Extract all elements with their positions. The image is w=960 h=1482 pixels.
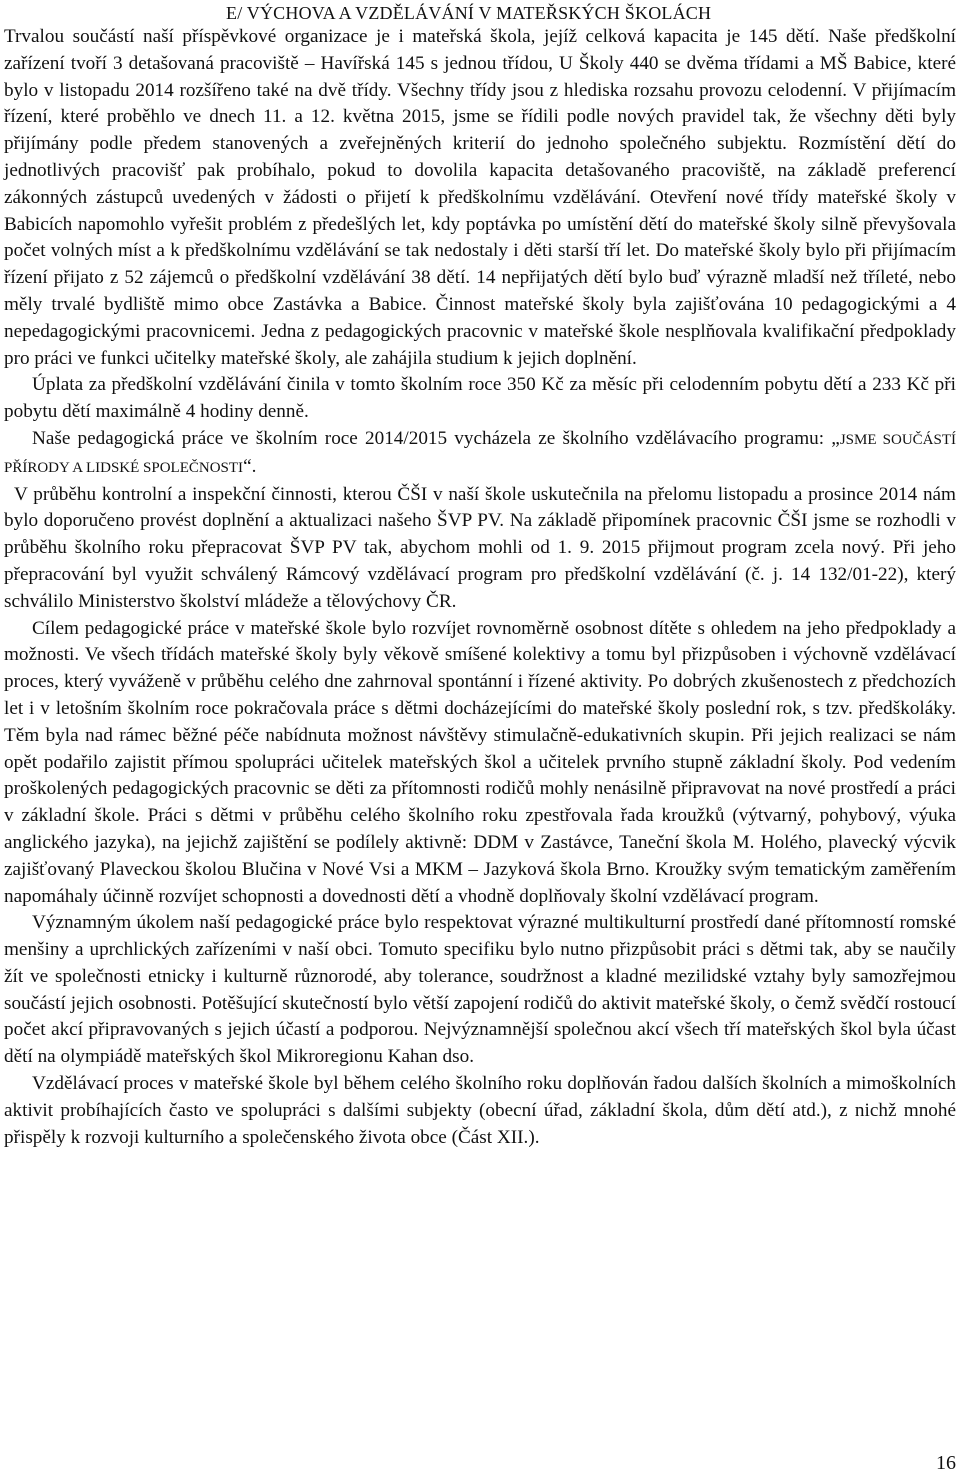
- paragraph-educational-program: [4, 426, 956, 482]
- program-name: JSME SOUČÁSTÍ PŘÍRODY A LIDSKÉ SPOLEČNOSTI: [4, 431, 956, 476]
- paragraph-pedagogical-goals: Cílem pedagogické práce v mateřské škole bylo rozvíjet rovnoměrně osobnost dítěte s ohledem na jeho předpoklady a možnosti. Ve všech třídách mateřské školy byly věkově smíšené kolektivy a tomu byl přizpůsoben i výchovně vzdělávací proces, který vyváženě v průběhu celého dne zahrnoval spontánní i řízené aktivity. Po dobrých zkušenostech z předchozích let i v letošním školním roce pokračovala práce s dětmi docházejícími do mateřské školy poslední rok, s tzv. předškoláky. Těm byla nad rámec běžné péče nabídnuta možnost návštěvy stimulačně-edukativních skupin. Při jejich realizaci se nám opět podařilo zajistit přímou spolupráci učitelek mateřských škol a učitelek prvního stupně základní školy. Pod vedením proškolených pedagogických pracovnic se děti za přítomnosti rodičů mohly nenásilně připravovat na nové prostředí a práci v základní škole. Práci s dětmi v průběhu celého školního roku zpestřovala řada kroužků (výtvarný, pohybový, výuka anglického jazyka), na jejichž zajištění se podílely aktivně: DDM v Zastávce, Taneční škola M. Holého, plavecký výcvik zajišťovaný Plaveckou školou Blučina v Nové Vsi a MKM – Jazyková škola Brno. Kroužky svým tematickým zaměřením napomáhaly účinně rozvíjet schopnosti a dovednosti dětí a vhodně doplňovaly školní vzdělávací program.: [4, 617, 956, 907]
- paragraph-activities: Vzdělávací proces v mateřské škole byl během celého školního roku doplňován řadou dalších školních a mimoškolních aktivit probíhajících často ve spolupráci s dalšími subjekty (obecní úřad, základní škola, dům dětí atd.), z nichž mnohé přispěly k rozvoji kulturního a společenského života obce (Část XII.).: [4, 1073, 956, 1148]
- program-closing-quote: “.: [243, 455, 257, 477]
- section-heading: E/ VÝCHOVA A VZDĚLÁVÁNÍ V MATEŘSKÝCH ŠKOLÁCH: [226, 3, 712, 23]
- paragraph-inspection: V průběhu kontrolní a inspekční činnosti, kterou ČŠI v naší škole uskutečnila na přelomu listopadu a prosince 2014 nám bylo doporučeno provést doplnění a aktualizaci našeho ŠVP PV. Na základě připomínek pracovnic ČŠI jsme se rozhodli v průběhu školního roku přepracovat ŠVP PV tak, abychom mohli od 1. 9. 2015 přijmout program zcela nový. Při jeho přepracování byl využit schválený Rámcový vzdělávací program pro předškolní vzdělávání (č. j. 14 132/01-22), který schválilo Ministerstvo školství mládeže a tělovýchovy ČR.: [4, 483, 956, 612]
- paragraph-fees: Úplata za předškolní vzdělávání činila v tomto školním roce 350 Kč za měsíc při celodenním pobytu dětí a 233 Kč při pobytu dětí maximálně 4 hodiny denně.: [4, 374, 956, 423]
- page-number: 16: [936, 1452, 956, 1474]
- program-intro-text: Naše pedagogická práce ve školním roce 2014/2015 vycházela ze školního vzdělávacího programu: „: [32, 427, 840, 449]
- paragraph-multicultural: Významným úkolem naší pedagogické práce bylo respektovat výrazné multikulturní prostředí dané přítomností romské menšiny a uprchlických zařízeními v naší obci. Tomuto specifiku bylo nutno přizpůsobit práci s dětmi tak, aby se naučily žít ve společnosti etnicky i kulturně různorodé, aby tolerance, soudržnost a kladné mezilidské vztahy byly samozřejmou součástí jejich osobnosti. Potěšující skutečností bylo větší zapojení rodičů do aktivit mateřské školy, o čemž svědčí rostoucí počet akcí připravovaných s jejich účastí a podporou. Nejvýznamnější společnou akcí všech tří mateřských škol byla účast dětí na olympiádě mateřských škol Mikroregionu Kahan dso.: [4, 912, 956, 1068]
- document-body: [4, 24, 956, 1151]
- paragraph-kindergarten-overview: Trvalou součástí naší příspěvkové organizace je i mateřská škola, jejíž celková kapacita je 145 dětí. Naše předškolní zařízení tvoří 3 detašovaná pracoviště – Havířská 145 s jednou třídou, U Školy 440 se dvěma třídami a MŠ Babice, které bylo v listopadu 2014 rozšířeno také na dvě třídy. Všechny třídy jsou z hlediska rozsahu provozu celodenní. V přijímacím řízení, které proběhlo ve dnech 11. a 12. května 2015, jsme se řídili podle nových pravidel tak, že všechny děti byly přijímány podle předem stanovených a zveřejněných kriterií do jednoho společného subjektu. Rozmístění dětí do jednotlivých pracovišť pak probíhalo, pokud to dovolila kapacita detašovaného pracoviště, na základě preferencí zákonných zástupců uvedených v žádosti o přijetí k předškolnímu vzdělávání. Otevření nové třídy mateřské školy v Babicích napomohlo vyřešit problém z předešlých let, kdy poptávka po umístění dětí do mateřské školy silně převyšovala počet volných míst a k předškolnímu vzdělávání se tak nedostaly i děti starší tří let. Do mateřské školy bylo při přijímacím řízení přijato z 52 zájemců o předškolní vzdělávání 38 dětí. 14 nepřijatých dětí bylo buď výrazně mladší než tříleté, nebo měly trvalé bydliště mimo obce Zastávka a Babice. Činnost mateřské školy byla zajišťována 10 pedagogickými a 4 nepedagogickými pracovnicemi. Jedna z pedagogických pracovnic v mateřské škole nesplňovala kvalifikační předpoklady pro práci ve funkci učitelky mateřské školy, ale zahájila studium k jejich doplnění.: [4, 26, 956, 369]
